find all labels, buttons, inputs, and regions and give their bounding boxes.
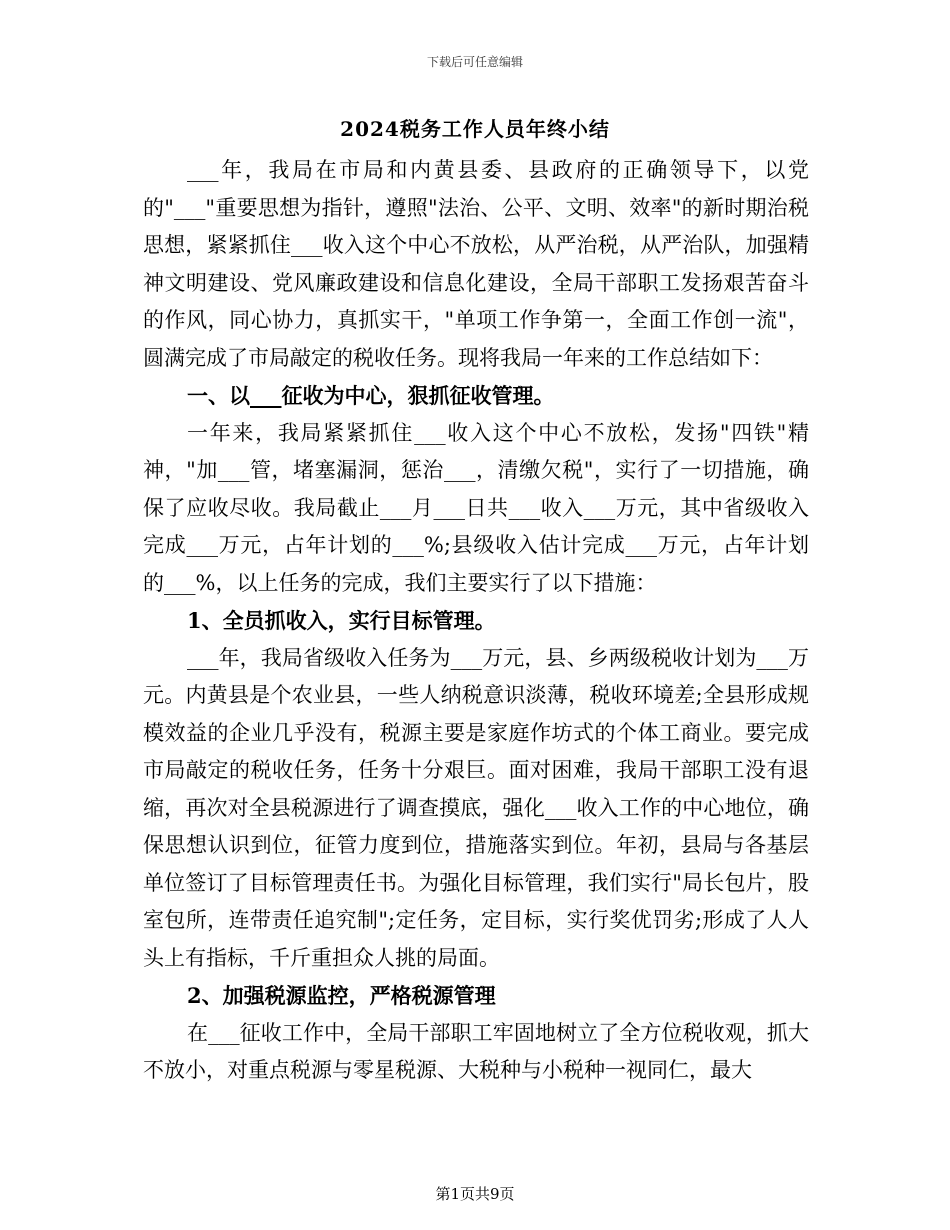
- page-number-footer: 第1页共9页: [435, 1185, 515, 1203]
- intro-paragraph: ___年，我局在市局和内黄县委、县政府的正确领导下，以党的"___"重要思想为指针，遵照"法治、公平、文明、效率"的新时期治税思想，紧紧抓住___收入这个中心不放松，从严治税，从严治队，加强精神文明建设、党风廉政建设和信息化建设，全局干部职工发扬艰苦奋斗的作风，同心协力，真抓实干，"单项工作争第一，全面工作创一流"，圆满完成了市局敲定的税收任务。现将我局一年来的工作总结如下：: [143, 158, 809, 370]
- document-body: [143, 152, 809, 1090]
- subsection-2-paragraph: 在___征收工作中，全局干部职工牢固地树立了全方位税收观，抓大不放小，对重点税源与零星税源、大税种与小税种一视同仁，最大: [143, 1020, 809, 1082]
- page-header-note: 下载后可任意编辑: [426, 55, 523, 69]
- section-heading-1: 一、以___征收为中心，狠抓征收管理。: [187, 383, 555, 408]
- subsection-heading-1: 1、全员抓收入，实行目标管理。: [187, 608, 496, 633]
- subsection-heading-2: 2、加强税源监控，严格税源管理: [187, 983, 496, 1008]
- document-title: 2024税务工作人员年终小结: [340, 117, 610, 141]
- subsection-1-paragraph: ___年，我局省级收入任务为___万元，县、乡两级税收计划为___万元。内黄县是个农业县，一些人纳税意识淡薄，税收环境差;全县形成规模效益的企业几乎没有，税源主要是家庭作坊式的个体工商业。要完成市局敲定的税收任务，任务十分艰巨。面对困难，我局干部职工没有退缩，再次对全县税源进行了调查摸底，强化___收入工作的中心地位，确保思想认识到位，征管力度到位，措施落实到位。年初，县局与各基层单位签订了目标管理责任书。为强化目标管理，我们实行"局长包片，股室包所，连带责任追究制";定任务，定目标，实行奖优罚劣;形成了人人头上有指标，千斤重担众人挑的局面。: [143, 645, 809, 970]
- section-1-paragraph: 一年来，我局紧紧抓住___收入这个中心不放松，发扬"四铁"精神，"加___管，堵塞漏洞，惩治___，清缴欠税"，实行了一切措施，确保了应收尽收。我局截止___月___日共___收入___万元，其中省级收入完成___万元，占年计划的___%;县级收入估计完成___万元，占年计划的___%，以上任务的完成，我们主要实行了以下措施：: [143, 420, 809, 595]
